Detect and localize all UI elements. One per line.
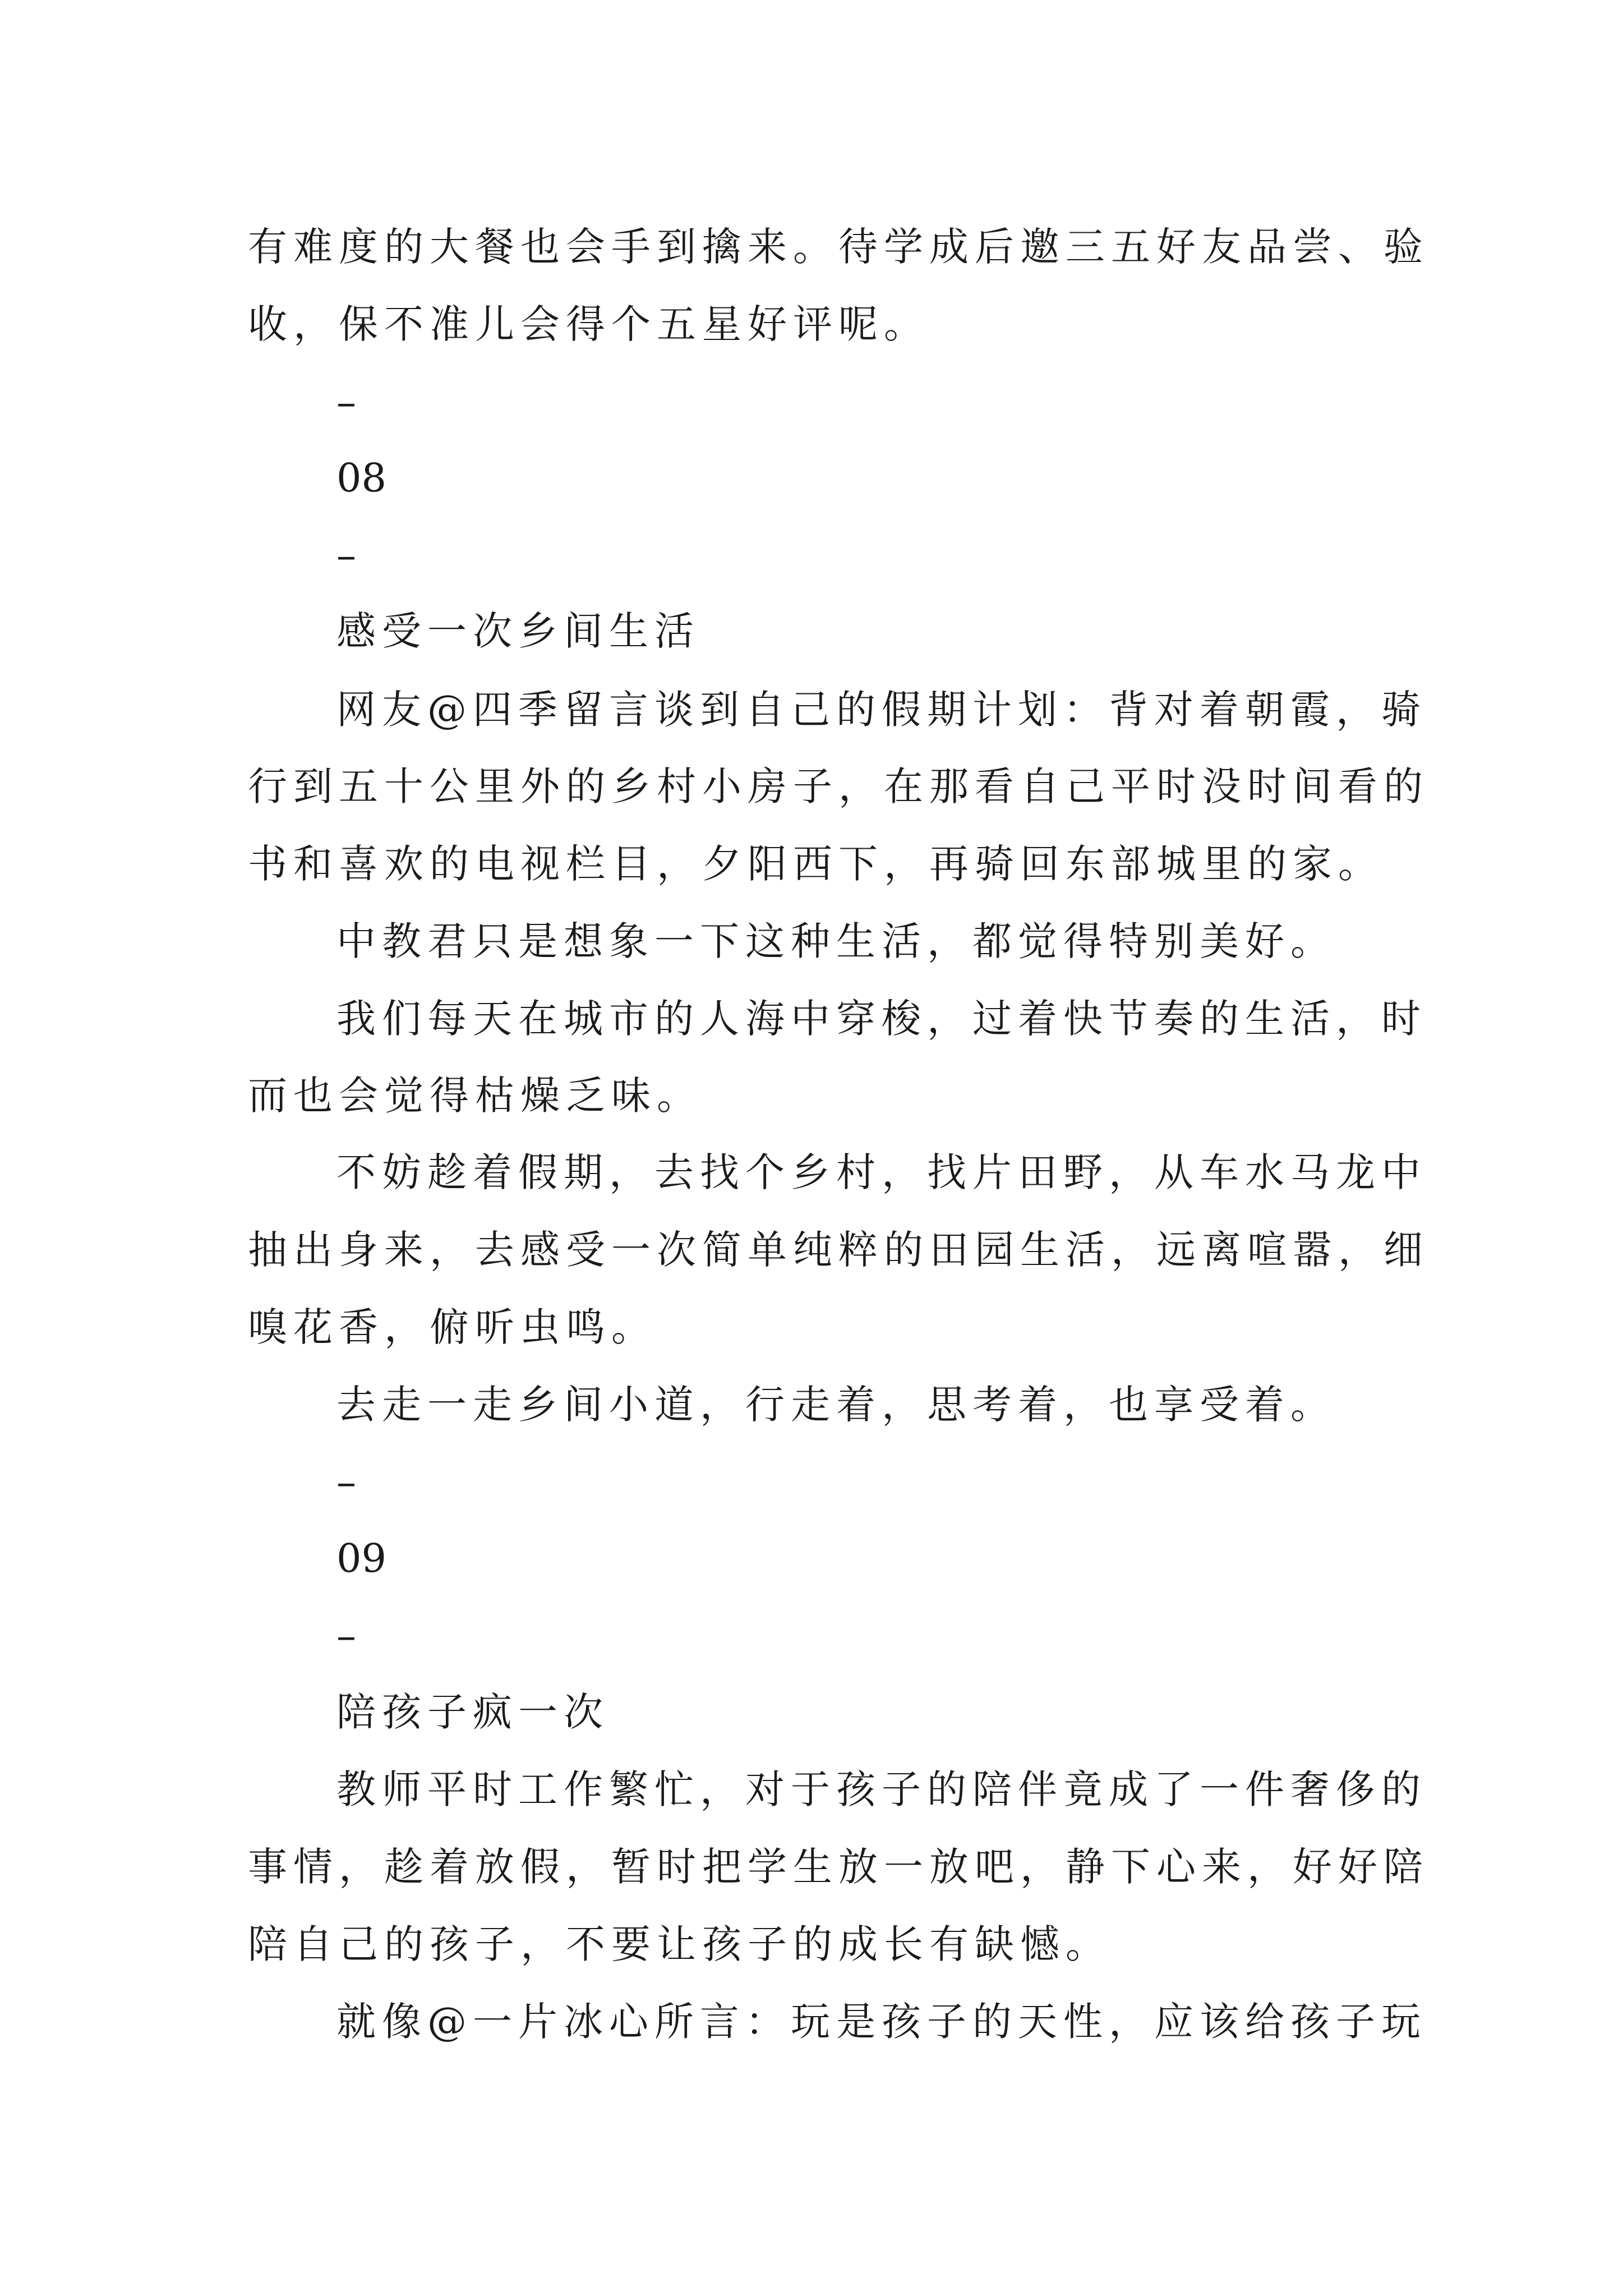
section-divider: – [336,1459,356,1505]
paragraph-line: 不妨趁着假期，去找个乡村，找片田野，从车水马龙中 [336,1149,1427,1195]
section-number: 09 [336,1535,387,1581]
paragraph-line: 就像@一片冰心所言：玩是孩子的天性，应该给孩子玩 [336,1999,1427,2045]
paragraph-line: 嗅花香，俯听虫鸣。 [248,1304,657,1350]
section-divider: – [336,532,356,578]
paragraph-line: 中教君只是想象一下这种生活，都觉得特别美好。 [336,918,1336,964]
paragraph-line: 我们每天在城市的人海中穿梭，过着快节奏的生活，时 [336,996,1427,1042]
paragraph-line: 陪自己的孩子，不要让孩子的成长有缺憾。 [248,1921,1111,1967]
paragraph-line: 有难度的大餐也会手到擒来。待学成后邀三五好友品尝、验 [248,224,1429,270]
section-divider: – [336,1613,356,1659]
paragraph-line: 行到五十公里外的乡村小房子，在那看自己平时没时间看的 [248,763,1429,809]
paragraph-line: 去走一走乡间小道，行走着，思考着，也享受着。 [336,1382,1336,1428]
section-heading: 感受一次乡间生活 [336,608,700,654]
section-heading: 陪孩子疯一次 [336,1689,609,1735]
paragraph-line: 事情，趁着放假，暂时把学生放一放吧，静下心来，好好陪 [248,1844,1429,1890]
paragraph-line: 收，保不准儿会得个五星好评呢。 [248,301,929,347]
section-number: 08 [336,455,387,501]
paragraph-line: 教师平时工作繁忙，对于孩子的陪伴竟成了一件奢侈的 [336,1766,1427,1812]
paragraph-line: 网友@四季留言谈到自己的假期计划：背对着朝霞，骑 [336,687,1427,733]
section-divider: – [336,379,356,425]
paragraph-line: 而也会觉得枯燥乏味。 [248,1073,702,1119]
paragraph-line: 抽出身来，去感受一次简单纯粹的田园生活，远离喧嚣，细 [248,1227,1429,1273]
paragraph-line: 书和喜欢的电视栏目，夕阳西下，再骑回东部城里的家。 [248,841,1384,887]
